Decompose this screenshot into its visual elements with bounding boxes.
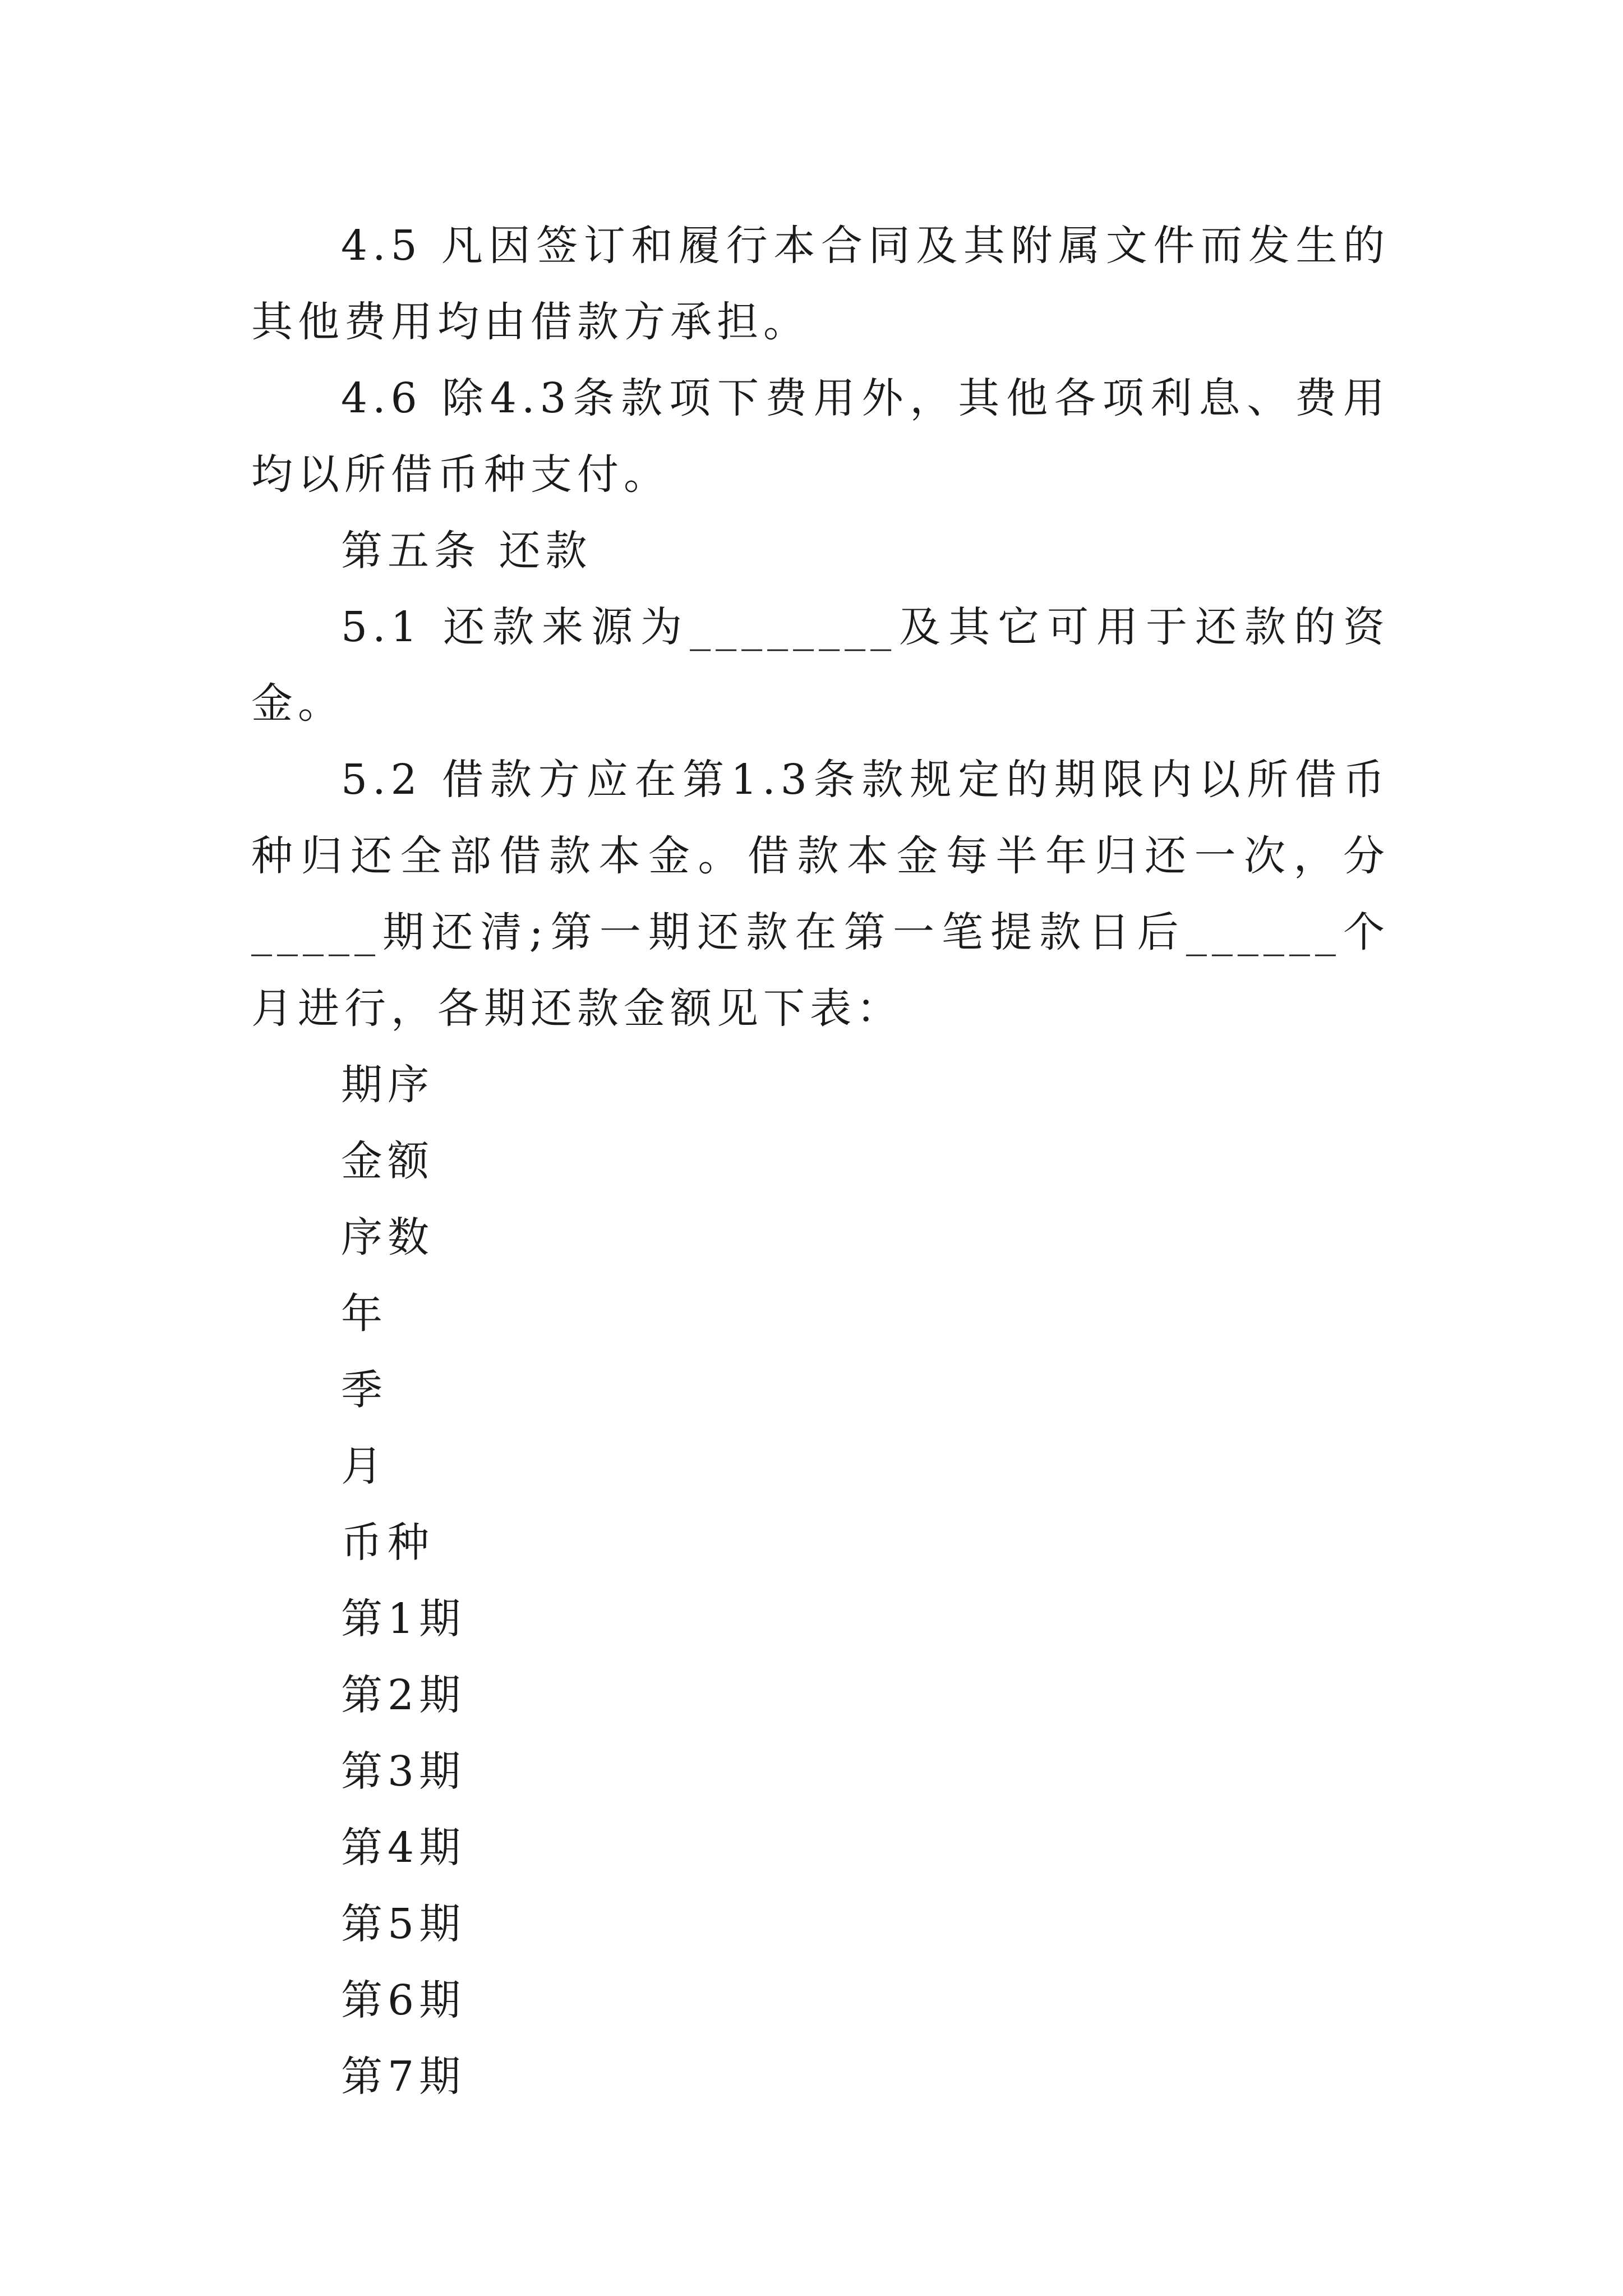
article-5-heading: 第五条 还款: [341, 527, 592, 575]
clause-5-1: 5.1 还款来源为________及其它可用于还款的资金。: [251, 603, 1390, 728]
table-header-amount: 金额: [341, 1137, 434, 1185]
table-row-period-7: 第7期: [341, 2053, 466, 2101]
table-header-currency: 币种: [341, 1519, 434, 1567]
table-row-period-1: 第1期: [341, 1595, 466, 1643]
table-header-period: 期序: [341, 1061, 434, 1109]
table-row-period-6: 第6期: [341, 1976, 466, 2024]
repayment-table-list: [251, 1047, 1390, 2115]
table-row-period-3: 第3期: [341, 1747, 466, 1796]
table-row-period-2: 第2期: [341, 1671, 466, 1719]
table-row-period-5: 第5期: [341, 1900, 466, 1948]
table-header-year: 年: [341, 1290, 388, 1338]
table-header-month: 月: [341, 1442, 388, 1490]
clause-5-2: 5.2 借款方应在第1.3条款规定的期限内以所借币种归还全部借款本金。借款本金每半年归还一次，分_____期还清;第一期还款在第一笔提款日后______个月进行，各期还款金额见下表：: [251, 756, 1390, 1033]
table-header-sequence: 序数: [341, 1213, 434, 1262]
document-page: [251, 208, 1390, 2115]
clause-4-6: 4.6 除4.3条款项下费用外，其他各项利息、费用均以所借币种支付。: [251, 374, 1390, 499]
table-row-period-4: 第4期: [341, 1824, 466, 1872]
table-header-quarter: 季: [341, 1366, 388, 1414]
clause-4-5: 4.5 凡因签订和履行本合同及其附属文件而发生的其他费用均由借款方承担。: [251, 222, 1390, 346]
